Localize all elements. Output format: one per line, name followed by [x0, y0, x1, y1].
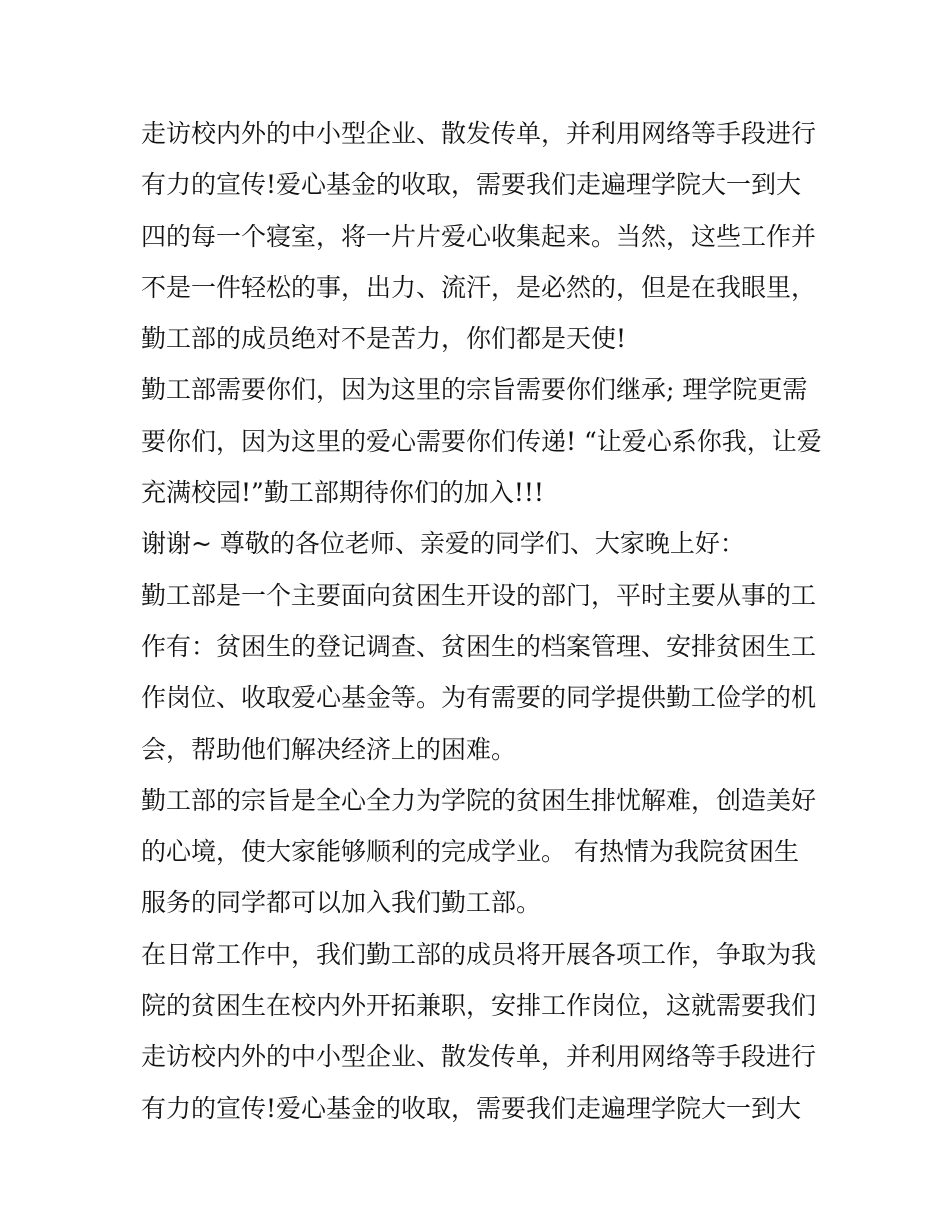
text-line: 勤工部的成员绝对不是苦力，你们都是天使!: [141, 324, 627, 354]
text-line: 勤工部是一个主要面向贫困生开设的部门，平时主要从事的工: [141, 580, 817, 610]
text-line: 谢谢~ 尊敬的各位老师、亲爱的同学们、大家晚上好：: [141, 529, 745, 559]
text-line: 作岗位、收取爱心基金等。为有需要的同学提供勤工俭学的机: [141, 683, 817, 713]
text-line: 走访校内外的中小型企业、散发传单，并利用网络等手段进行: [141, 119, 817, 148]
text-line: 走访校内外的中小型企业、散发传单，并利用网络等手段进行: [141, 1042, 817, 1072]
text-line: 在日常工作中，我们勤工部的成员将开展各项工作，争取为我: [141, 939, 817, 969]
text-line: 勤工部需要你们，因为这里的宗旨需要你们继承; 理学院更需: [141, 375, 808, 405]
text-line: 要你们，因为这里的爱心需要你们传递! “让爱心系你我，让爱: [141, 426, 822, 456]
text-line: 院的贫困生在校内外开拓兼职，安排工作岗位，这就需要我们: [141, 991, 817, 1021]
text-line: 服务的同学都可以加入我们勤工部。: [141, 888, 542, 918]
text-line: 的心境，使大家能够顺利的完成学业。 有热情为我院贫困生: [141, 837, 799, 867]
body-text: [141, 108, 822, 1134]
text-line: 不是一件轻松的事，出力、流汗，是必然的，但是在我眼里，: [141, 272, 817, 302]
text-line: 会，帮助他们解决经济上的困难。: [141, 734, 517, 764]
text-line: 作有：贫困生的登记调查、贫困生的档案管理、安排贫困生工: [141, 631, 817, 661]
text-line: 充满校园!”勤工部期待你们的加入!!!: [141, 478, 544, 508]
text-line: 勤工部的宗旨是全心全力为学院的贫困生排忧解难，创造美好: [141, 785, 817, 815]
text-line: 有力的宣传!爱心基金的收取，需要我们走遍理学院大一到大: [141, 170, 802, 200]
text-line: 四的每一个寝室，将一片片爱心收集起来。当然，这些工作并: [141, 221, 817, 251]
text-line: 有力的宣传!爱心基金的收取，需要我们走遍理学院大一到大: [141, 1093, 802, 1123]
